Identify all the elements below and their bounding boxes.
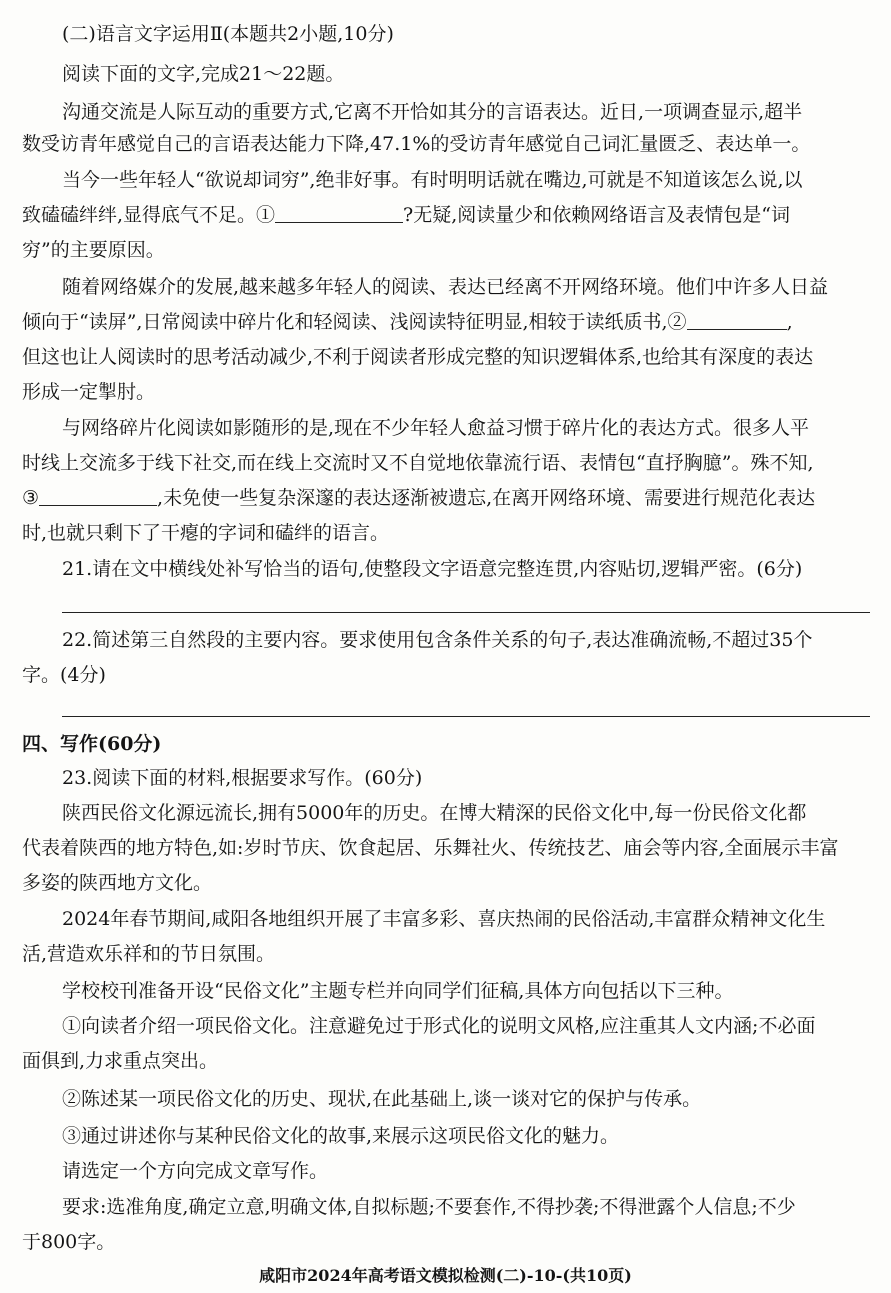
writing-section-header: 四、写作(60分) [22,733,162,755]
passage-p3-line2-before-blank: 倾向于“读屏”,日常阅读中碎片化和轻阅读、浅阅读特征明显,相较于读纸质书,② [22,311,687,333]
passage-p1-line1: 沟通交流是人际互动的重要方式,它离不开恰如其分的言语表达。近日,一项调查显示,超半 [62,101,803,123]
question-21: 21.请在文中横线处补写恰当的语句,使整段文字语意完整连贯,内容贴切,逻辑严密。(6分) [62,558,803,580]
passage-p4-line3-before-blank: ③ [22,487,40,509]
choose-instruction: 请选定一个方向完成文章写作。 [62,1160,329,1182]
option-2: ②陈述某一项民俗文化的历史、现状,在此基础上,谈一谈对它的保护与传承。 [62,1088,702,1110]
passage-p2-line2 [22,199,870,231]
answer-line-21[interactable] [62,612,870,613]
passage-p3-line3: 但这也让人阅读时的思考活动减少,不利于阅读者形成完整的知识逻辑体系,也给其有深度的表达 [22,346,814,368]
option-1-line1: ①向读者介绍一项民俗文化。注意避免过于形式化的说明文风格,应注重其人文内涵;不必面 [62,1015,816,1037]
passage-p2-line1: 当今一些年轻人“欲说却词穷”,绝非好事。有时明明话就在嘴边,可就是不知道该怎么说,以 [62,169,803,191]
requirements-line2: 于800字。 [22,1231,116,1253]
passage-p3-line4: 形成一定掣肘。 [22,381,156,403]
material-p2-line1: 2024年春节期间,咸阳各地组织开展了丰富多彩、喜庆热闹的民俗活动,丰富群众精神文化生 [62,908,826,930]
passage-p4-line3 [22,482,870,514]
section-2-header: (二)语言文字运用Ⅱ(本题共2小题,10分) [62,23,394,45]
question-22-line1: 22.简述第三自然段的主要内容。要求使用包含条件关系的句子,表达准确流畅,不超过35个 [62,629,813,651]
passage-p2-line2-after-blank: ?无疑,阅读量少和依赖网络语言及表情包是“词 [403,204,790,226]
passage-p4-line4: 时,也就只剩下了干瘪的字词和磕绊的语言。 [22,522,390,544]
fill-blank-1[interactable] [275,200,403,223]
option-1-line2: 面俱到,力求重点突出。 [22,1050,219,1072]
fill-blank-2[interactable] [687,307,787,330]
material-p1-line2: 代表着陕西的地方特色,如:岁时节庆、饮食起居、乐舞社火、传统技艺、庙会等内容,全面展示丰富 [22,837,839,859]
passage-p2-line2-before-blank: 致磕磕绊绊,显得底气不足。① [22,204,276,226]
passage-p4-line1: 与网络碎片化阅读如影随形的是,现在不少年轻人愈益习惯于碎片化的表达方式。很多人平 [62,417,810,439]
material-p1-line3: 多姿的陕西地方文化。 [22,872,213,894]
answer-line-22[interactable] [62,716,870,717]
material-p2-line2: 活,营造欢乐祥和的节日氛围。 [22,943,276,965]
fill-blank-3[interactable] [39,483,157,506]
requirements-line1: 要求:选准角度,确定立意,明确文体,自拟标题;不要套作,不得抄袭;不得泄露个人信息;不少 [62,1196,796,1218]
material-p3: 学校校刊准备开设“民俗文化”主题专栏并向同学们征稿,具体方向包括以下三种。 [62,980,734,1002]
passage-p3-line1: 随着网络媒介的发展,越来越多年轻人的阅读、表达已经离不开网络环境。他们中许多人日益 [62,276,829,298]
passage-p4-line2: 时线上交流多于线下社交,而在线上交流时又不自觉地依靠流行语、表情包“直抒胸臆”。殊不知, [22,452,814,474]
option-3: ③通过讲述你与某种民俗文化的故事,来展示这项民俗文化的魅力。 [62,1125,620,1147]
question-22-line2: 字。(4分) [22,664,106,686]
question-23: 23.阅读下面的材料,根据要求写作。(60分) [62,767,423,789]
passage-p3-line2-after-blank: , [786,311,793,333]
passage-p4-line3-after-blank: ,未免使一些复杂深邃的表达逐渐被遗忘,在离开网络环境、需要进行规范化表达 [157,487,816,509]
material-p1-line1: 陕西民俗文化源远流长,拥有5000年的历史。在博大精深的民俗文化中,每一份民俗文化都 [62,802,807,824]
passage-p2-line3: 穷”的主要原因。 [22,239,165,261]
passage-p1-line2: 数受访青年感觉自己的言语表达能力下降,47.1%的受访青年感觉自己词汇量匮乏、表达单一。 [22,133,811,155]
passage-p3-line2 [22,306,870,338]
page-footer: 咸阳市2024年高考语文模拟检测(二)-10-(共10页) [259,1266,632,1285]
reading-instruction: 阅读下面的文字,完成21～22题。 [62,63,345,85]
